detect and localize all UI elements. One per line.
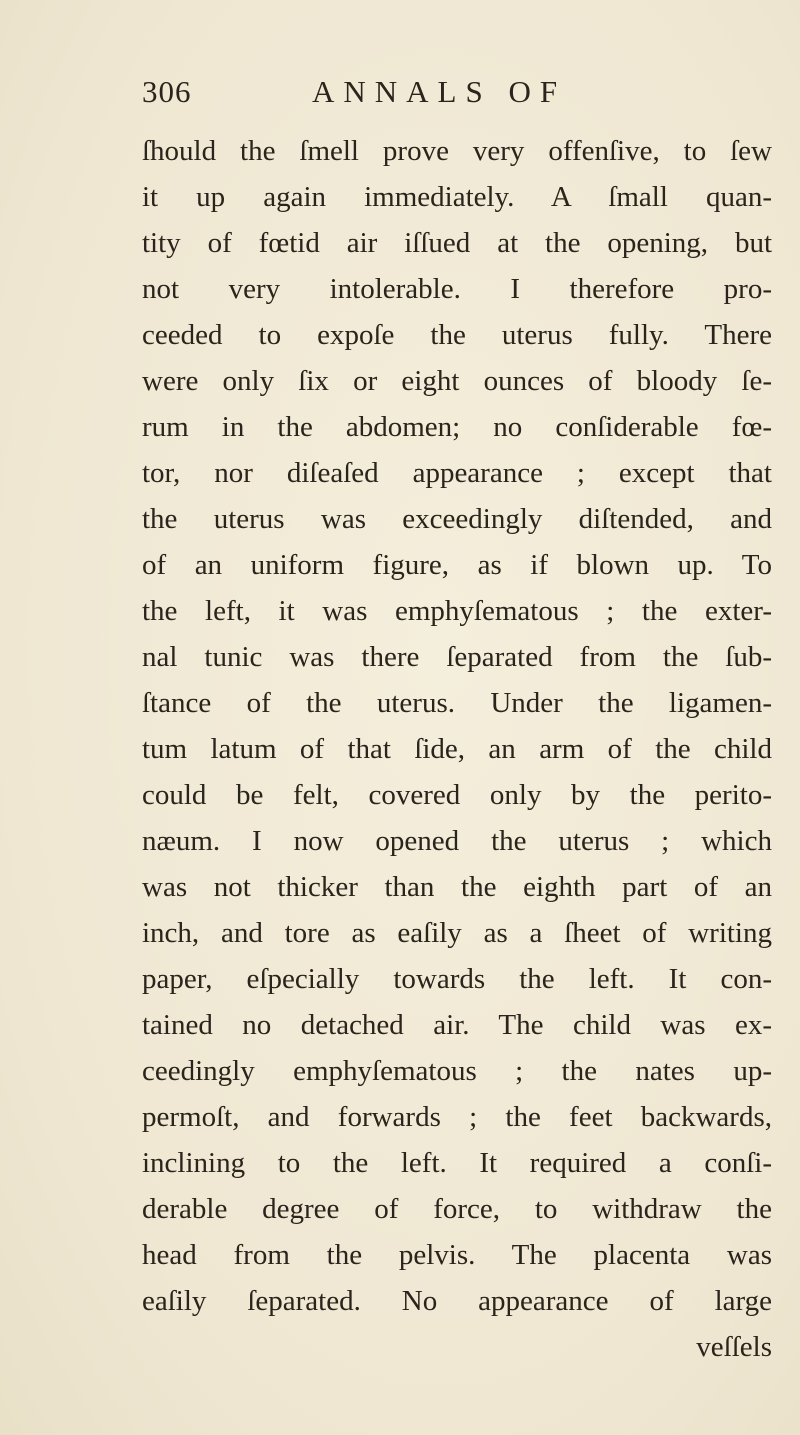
- text-line: the uterus was exceedingly diſtended, and: [142, 503, 772, 535]
- text-line: was not thicker than the eighth part of an: [142, 871, 772, 903]
- text-line: nal tunic was there ſeparated from the ſub-: [142, 641, 772, 673]
- text-line: tor, nor diſeaſed appearance ; except that: [142, 457, 772, 489]
- text-line: paper, eſpecially towards the left. It con-: [142, 963, 772, 995]
- text-line: derable degree of force, to withdraw the: [142, 1193, 772, 1225]
- text-line: ceedingly emphyſematous ; the nates up-: [142, 1055, 772, 1087]
- text-line: not very intolerable. I therefore pro-: [142, 273, 772, 305]
- text-line: the left, it was emphyſematous ; the exter-: [142, 595, 772, 627]
- text-line: rum in the abdomen; no conſiderable fœ-: [142, 411, 772, 443]
- text-line: were only ſix or eight ounces of bloody ſe-: [142, 365, 772, 397]
- text-line: ſhould the ſmell prove very offenſive, to ſew: [142, 135, 772, 167]
- text-line: tity of fœtid air iſſued at the opening, but: [142, 227, 772, 259]
- text-line: ceeded to expoſe the uterus fully. There: [142, 319, 772, 351]
- text-line: permoſt, and forwards ; the feet backwards,: [142, 1101, 772, 1133]
- text-line: tained no detached air. The child was ex-: [142, 1009, 772, 1041]
- text-line: eaſily ſeparated. No appearance of large: [142, 1285, 772, 1317]
- text-line: inch, and tore as eaſily as a ſheet of writing: [142, 917, 772, 949]
- body-text: [142, 128, 772, 1370]
- text-line: næum. I now opened the uterus ; which: [142, 825, 772, 857]
- text-line: tum latum of that ſide, an arm of the child: [142, 733, 772, 765]
- running-head: [142, 74, 662, 124]
- text-line: of an uniform figure, as if blown up. To: [142, 549, 772, 581]
- catchword: veſſels: [696, 1331, 772, 1363]
- page-number: 306: [142, 74, 192, 109]
- text-line: could be felt, covered only by the perito-: [142, 779, 772, 811]
- text-line: ſtance of the uterus. Under the ligamen-: [142, 687, 772, 719]
- running-title: ANNALS OF: [312, 74, 567, 109]
- text-line: inclining to the left. It required a conſi-: [142, 1147, 772, 1179]
- text-line: it up again immediately. A ſmall quan-: [142, 181, 772, 213]
- text-line: head from the pelvis. The placenta was: [142, 1239, 772, 1271]
